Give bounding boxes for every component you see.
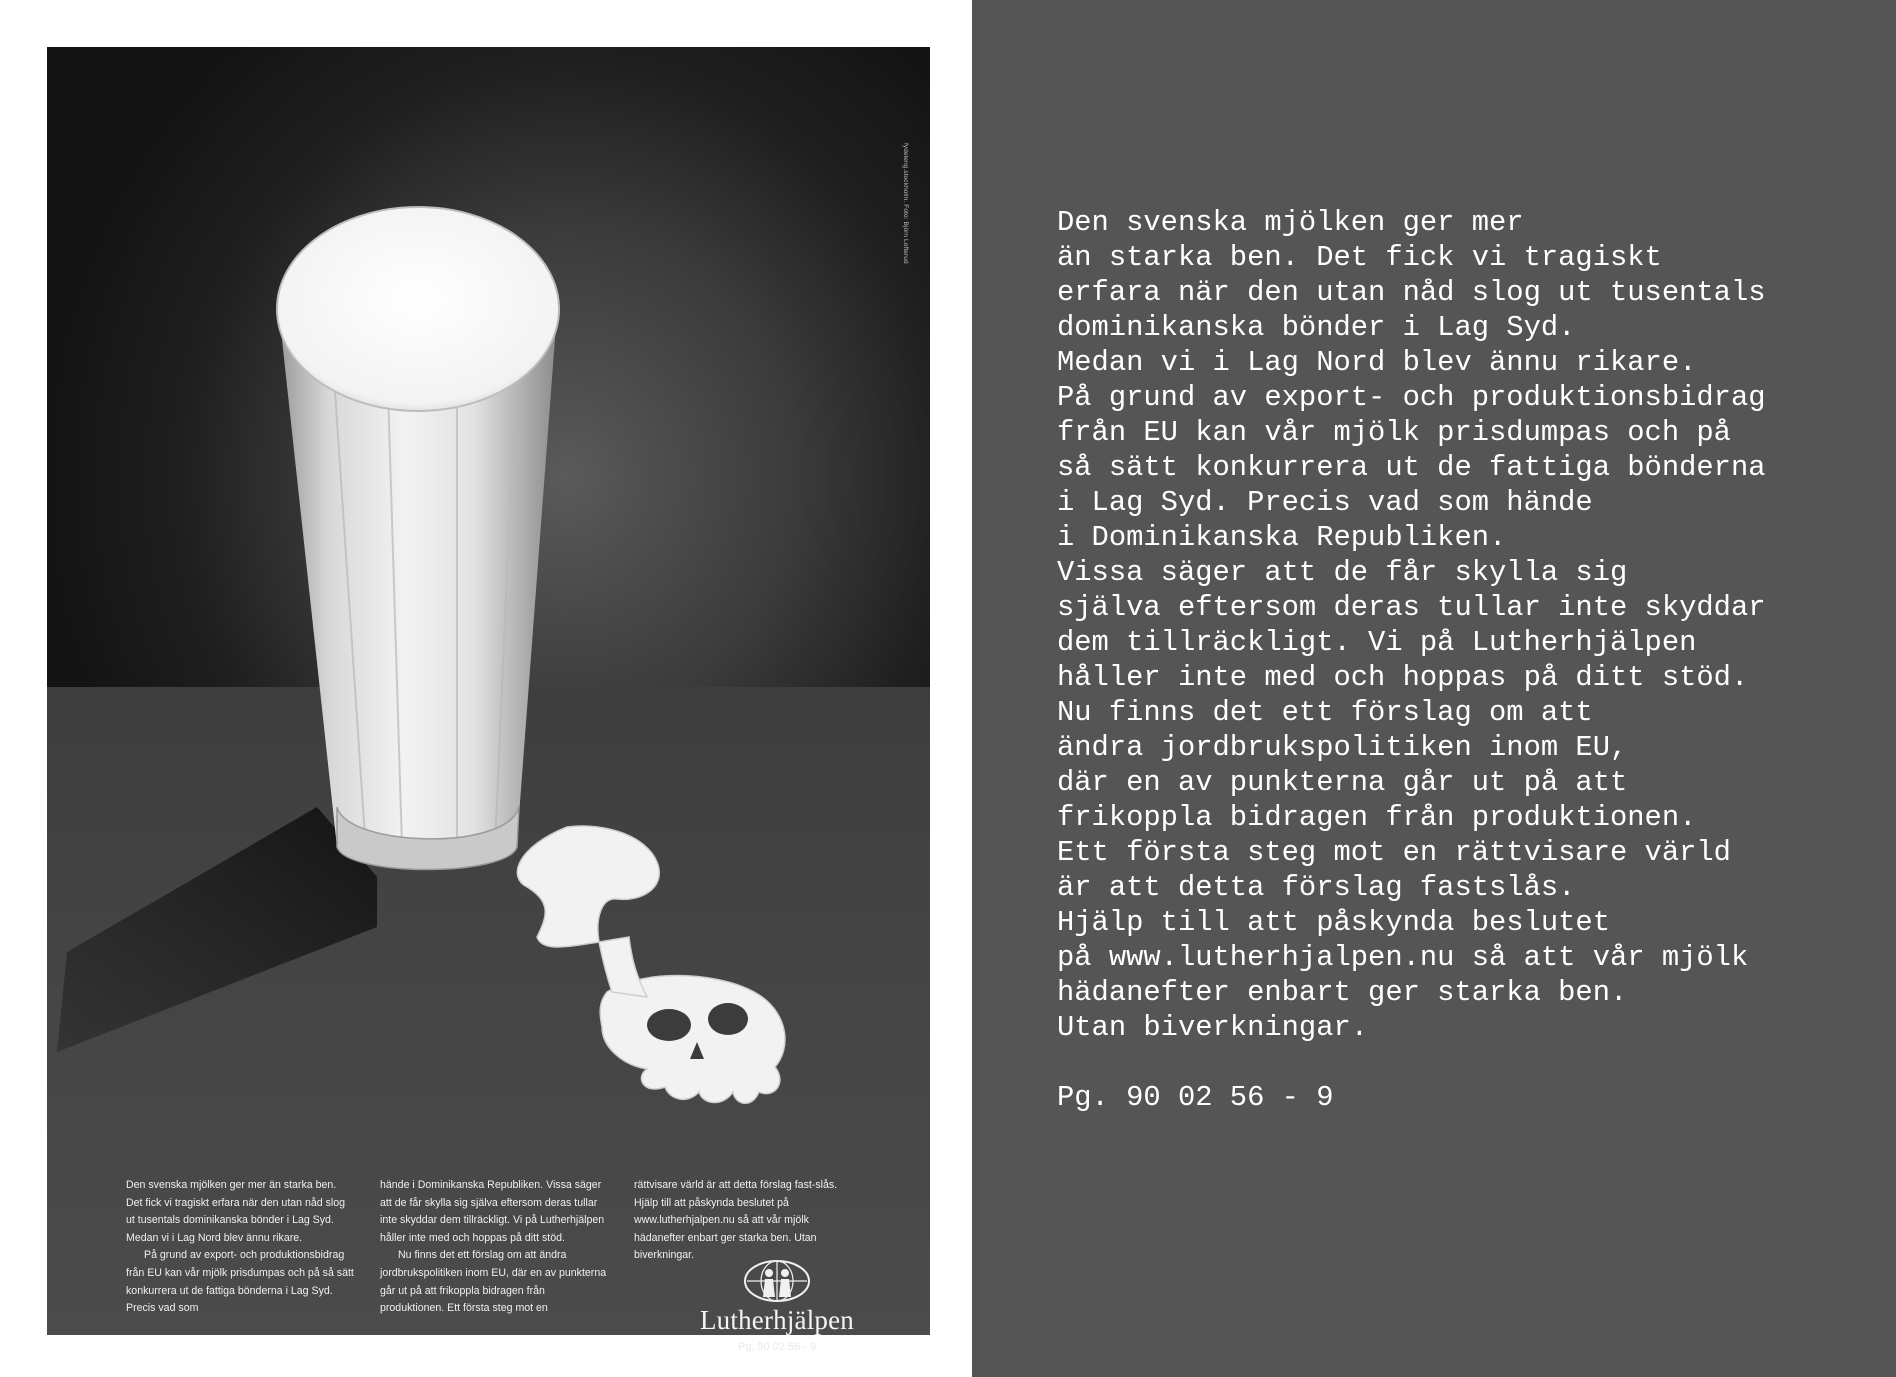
ad-paragraph: rättvisare värld är att detta förslag fast-slås. Hjälp till att påskynda beslutet på www.lutherhjalpen.nu så att vår mjölk hädanefter enbart ger starka ben. Utan biverkningar. (634, 1179, 838, 1262)
transcript-line: på www.lutherhjalpen.nu så att vår mjölk (1057, 941, 1749, 974)
glass-shadow (57, 807, 377, 1052)
transcript-line: Den svenska mjölken ger mer (1057, 206, 1524, 239)
transcript-line: i Dominikanska Republiken. (1057, 521, 1507, 554)
milk-glass-photo (47, 47, 930, 1335)
transcript-line: Vissa säger att de får skylla sig (1057, 556, 1628, 589)
ad-paragraph: På grund av export- och produktionsbidrag från EU kan vår mjölk prisdumpas och på så sätt konkurrera ut de fattiga bönderna i Lag Syd. Precis vad som (126, 1249, 354, 1315)
ad-body-column-1 (126, 1177, 354, 1318)
transcript-line: själva eftersom deras tullar inte skyddar (1057, 591, 1766, 624)
logo-wordmark: Lutherhjälpen (699, 1305, 855, 1335)
transcript-line: i Lag Syd. Precis vad som hände (1057, 486, 1593, 519)
lutherhjalpen-logo (669, 1259, 885, 1355)
transcript-line: från EU kan vår mjölk prisdumpas och på (1057, 416, 1731, 449)
transcript-line: så sätt konkurrera ut de fattiga bönderna (1057, 451, 1766, 484)
ad-paragraph: Nu finns det ett förslag om att ändra jordbrukspolitiken inom EU, där en av punkterna går ut på att frikoppla bidragen från produktionen. Ett första steg mot en (380, 1249, 607, 1315)
transcript-line: är att detta förslag fastslås. (1057, 871, 1576, 904)
transcript-panel (972, 0, 1896, 1377)
transcript-line: Hjälp till att påskynda beslutet (1057, 906, 1610, 939)
ad-paragraph: Den svenska mjölken ger mer än starka ben. Det fick vi tragiskt erfara när den utan nåd slog ut tusentals dominikanska bönder i Lag Syd. Medan vi i Lag Nord blev ännu rikare. (126, 1179, 346, 1244)
transcript-line: dem tillräckligt. Vi på Lutherhjälpen (1057, 626, 1697, 659)
photo-credit: fydeleng.stockholm. Foto: Björn Lofterud (902, 143, 909, 264)
transcript-giro-number: Pg. 90 02 56 - 9 (1057, 1081, 1334, 1114)
transcript-line: där en av punkterna går ut på att (1057, 766, 1628, 799)
ad-body-column-2 (380, 1177, 608, 1318)
transcript-line: än starka ben. Det fick vi tragiskt (1057, 241, 1662, 274)
ad-paragraph: hände i Dominikanska Republiken. Vissa säger att de får skylla sig själva eftersom deras tullar inte skyddar dem tillräckligt. Vi på Lutherhjälpen håller inte med och hoppas på ditt stöd. (380, 1179, 605, 1244)
transcript-line: hädanefter enbart ger starka ben. (1057, 976, 1628, 1009)
transcript-line: Utan biverkningar. (1057, 1011, 1369, 1044)
transcript-line: frikoppla bidragen från produktionen. (1057, 801, 1697, 834)
logo-giro-number: Pg. 90 02 56 - 9 (737, 1341, 817, 1353)
transcript-text (1057, 205, 1766, 1045)
transcript-line: dominikanska bönder i Lag Syd. (1057, 311, 1576, 344)
globe-people-icon (743, 1259, 811, 1303)
transcript-line: På grund av export- och produktionsbidrag (1057, 381, 1766, 414)
milk-surface (277, 207, 559, 411)
ad-body-column-3 (634, 1177, 854, 1265)
milk-skull-spill (517, 826, 785, 1103)
transcript-line: håller inte med och hoppas på ditt stöd. (1057, 661, 1749, 694)
transcript-line: Ett första steg mot en rättvisare värld (1057, 836, 1731, 869)
transcript-line: Medan vi i Lag Nord blev ännu rikare. (1057, 346, 1697, 379)
transcript-line: Nu finns det ett förslag om att (1057, 696, 1593, 729)
transcript-line: ändra jordbrukspolitiken inom EU, (1057, 731, 1628, 764)
transcript-line: erfara när den utan nåd slog ut tusentals (1057, 276, 1766, 309)
ad-photo-frame (47, 47, 930, 1353)
